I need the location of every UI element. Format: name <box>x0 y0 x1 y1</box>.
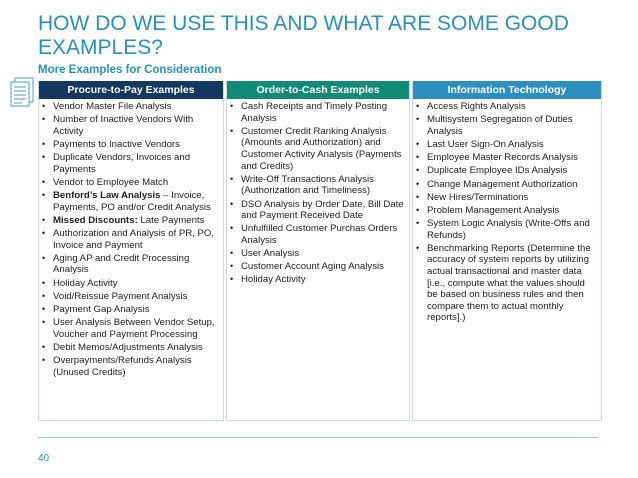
list-item-text: – Invoice, Payments, PO and/or Credit Analysis <box>53 190 211 213</box>
information-technology-column <box>412 81 602 421</box>
list-item-text: Number of Inactive Vendors With Activity <box>53 114 194 137</box>
list-item-text: New Hires/Terminations <box>427 191 529 203</box>
list-item <box>42 215 219 227</box>
page-subtitle: More Examples for Consideration <box>38 64 222 76</box>
list-item-text: Payment Gap Analysis <box>53 304 150 316</box>
list-item <box>42 278 219 290</box>
order-to-cash-column <box>226 81 410 421</box>
procure-to-pay-column <box>38 81 224 421</box>
list-item-text: Debit Memos/Adjustments Analysis <box>53 342 203 353</box>
list-item <box>416 165 597 177</box>
list-item-text: Vendor to Employee Match <box>53 176 169 188</box>
list-item <box>416 101 597 113</box>
list-item <box>416 139 597 151</box>
list-item <box>42 342 219 354</box>
list-item-text: Multisystem Segregation of Duties Analysis <box>427 114 573 137</box>
list-item <box>230 274 405 286</box>
list-item <box>42 304 219 316</box>
list-item-text: Unfulfilled Customer Purchas Orders Analysis <box>241 223 398 246</box>
list-item-text: Change Management Authorization <box>427 178 578 190</box>
footer-divider <box>38 437 598 438</box>
list-item <box>42 101 219 113</box>
list-item <box>416 179 597 191</box>
list-item <box>42 355 219 378</box>
list-item-text: Customer Credit Ranking Analysis (Amounts and Authorization) and Customer Activity Analysis (Payments and Credits) <box>241 125 402 172</box>
document-list-icon <box>10 77 34 107</box>
list-item <box>42 139 219 151</box>
list-item <box>416 152 597 164</box>
list-item <box>42 317 219 340</box>
list-item <box>230 248 405 260</box>
list-item <box>42 228 219 251</box>
list-item <box>42 152 219 175</box>
list-item-text: Cash Receipts and Timely Posting Analysis <box>241 101 388 124</box>
list-item <box>230 126 405 172</box>
list-item-text: Vendor Master File Analysis <box>53 101 172 112</box>
list-item <box>42 253 219 276</box>
list-item <box>230 261 405 273</box>
list-item <box>42 177 219 189</box>
list-item <box>42 114 219 137</box>
list-item-text: Authorization and Analysis of PR, PO, Invoice and Payment <box>53 228 215 251</box>
list-item-text: Holiday Activity <box>241 274 306 286</box>
list-item <box>42 291 219 303</box>
list-item <box>416 243 597 324</box>
list-item-bold-label: Benford’s Law Analysis <box>53 190 161 202</box>
procure-to-pay-header: Procure-to-Pay Examples <box>39 81 223 99</box>
list-item <box>230 199 405 222</box>
list-item-bold-label: Missed Discounts: <box>53 214 138 226</box>
order-to-cash-list <box>227 99 409 286</box>
procure-to-pay-list <box>39 99 223 378</box>
list-item-text: Late Payments <box>137 214 205 226</box>
list-item-text: Access Rights Analysis <box>427 101 526 112</box>
list-item-text: Customer Account Aging Analysis <box>241 261 384 273</box>
list-item-text: Employee Master Records Analysis <box>427 152 578 164</box>
list-item-text: DSO Analysis by Order Date, Bill Date and Payment Received Date <box>241 198 404 222</box>
page-number: 40 <box>38 453 50 464</box>
list-item <box>416 114 597 137</box>
list-item-text: User Analysis Between Vendor Setup, Voucher and Payment Processing <box>53 317 215 340</box>
list-item-text: Duplicate Vendors, Invoices and Payments <box>53 152 191 175</box>
list-item-text: Problem Management Analysis <box>427 204 560 216</box>
information-technology-list <box>413 99 601 324</box>
information-technology-header: Information Technology <box>413 81 601 99</box>
page-title: HOW DO WE USE THIS AND WHAT ARE SOME GOOD EXAMPLES? <box>38 12 569 59</box>
list-item <box>230 101 405 124</box>
list-item-text: Overpayments/Refunds Analysis (Unused Credits) <box>53 355 192 378</box>
list-item-text: Payments to Inactive Vendors <box>53 138 180 150</box>
list-item-text: Write-Off Transactions Analysis (Authorization and Timeliness) <box>241 173 374 197</box>
list-item <box>42 190 219 213</box>
list-item-text: Void/Reissue Payment Analysis <box>53 290 188 302</box>
list-item <box>230 174 405 197</box>
list-item <box>416 218 597 241</box>
list-item-text: Aging AP and Credit Processing Analysis <box>53 252 190 276</box>
list-item <box>416 192 597 204</box>
list-item-text: System Logic Analysis (Write-Offs and Refunds) <box>427 218 590 241</box>
list-item <box>416 205 597 217</box>
list-item <box>230 223 405 246</box>
list-item-text: Last User Sign-On Analysis <box>427 138 544 150</box>
list-item-text: Benchmarking Reports (Determine the accuracy of system reports by utilizing actual transactional and master data [i.e., compute what the values should be based on business rules and then compare them to actual monthly reports].) <box>427 242 591 324</box>
list-item-text: User Analysis <box>241 248 300 260</box>
order-to-cash-header: Order-to-Cash Examples <box>227 81 409 99</box>
list-item-text: Holiday Activity <box>53 277 118 289</box>
list-item-text: Duplicate Employee IDs Analysis <box>427 165 568 177</box>
